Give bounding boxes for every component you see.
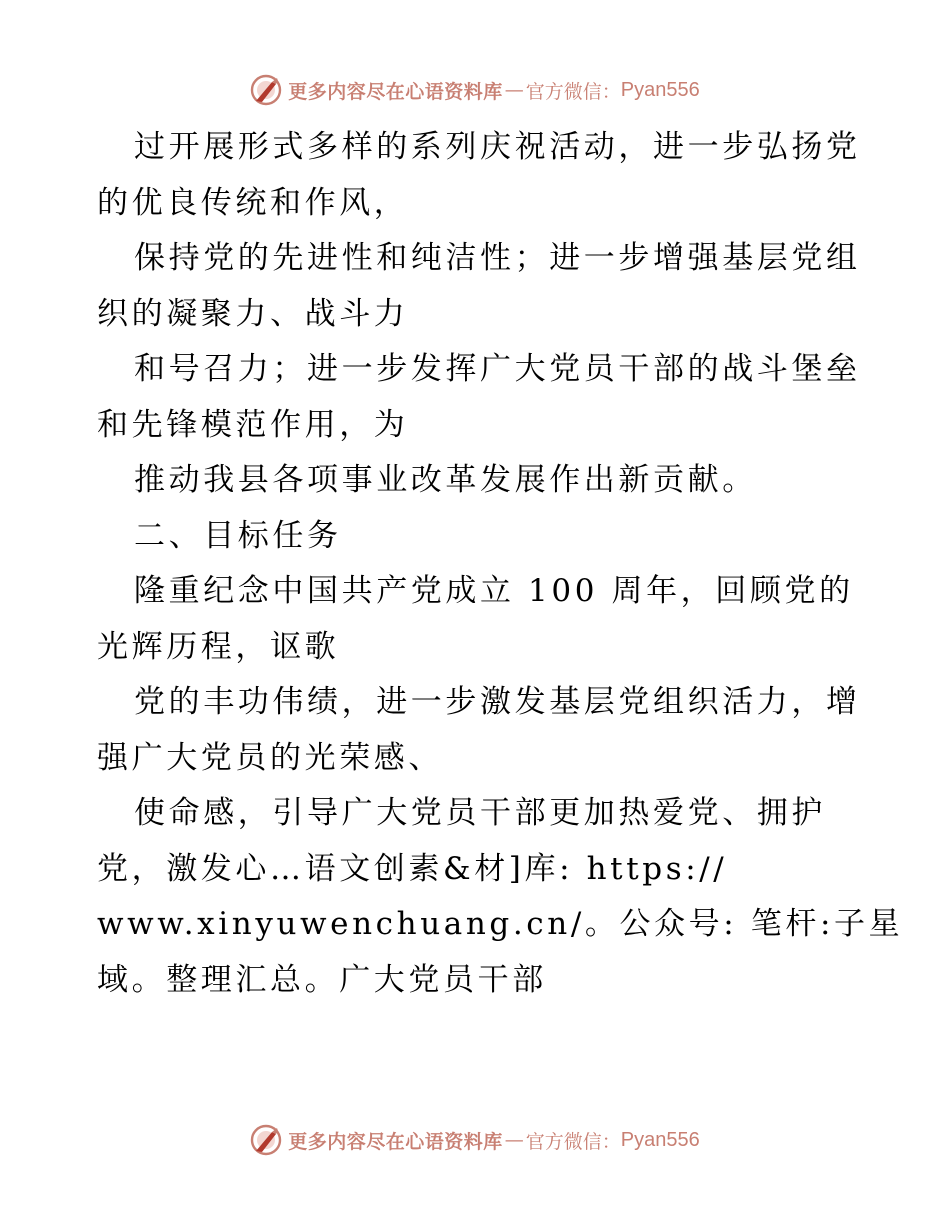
- section-heading: 二、目标任务: [134, 517, 342, 554]
- body-line: 党的丰功伟绩，进一步激发基层党组织活力，增: [134, 684, 861, 720]
- body-line: 强广大党员的光荣感、: [97, 739, 443, 776]
- body-line: 和号召力；进一步发挥广大党员干部的战斗堡垒: [134, 351, 861, 387]
- body-line: 党，激发心…语文创素&材]库: https://: [97, 850, 728, 887]
- footer-wechat-label: 官方微信：: [525, 1130, 621, 1153]
- body-line: 使命感，引导广大党员干部更加热爱党、拥护: [134, 795, 826, 831]
- footer-separator: —: [504, 1129, 524, 1151]
- header-watermark: [0, 70, 950, 110]
- body-line: www.xinyuwenchuang.cn/。公众号: 笔杆:子星: [97, 906, 904, 942]
- footer-wechat-id: Pyan556: [620, 1128, 700, 1151]
- body-line: 和先锋模范作用，为: [97, 406, 409, 443]
- header-wechat-id: Pyan556: [620, 78, 700, 101]
- footer-brand-text: 更多内容尽在心语资料库: [288, 1130, 503, 1153]
- body-text: [97, 120, 904, 1008]
- quill-logo-icon: [250, 74, 282, 106]
- footer-watermark: [0, 1120, 950, 1160]
- body-line: 的优良传统和作风，: [97, 184, 409, 221]
- body-line: 保持党的先进性和纯洁性；进一步增强基层党组: [134, 240, 861, 276]
- header-brand-text: 更多内容尽在心语资料库: [288, 80, 503, 103]
- header-separator: —: [504, 79, 524, 101]
- body-line: 域。整理汇总。广大党员干部: [97, 961, 547, 998]
- body-line: 隆重纪念中国共产党成立 100 周年，回顾党的: [134, 573, 854, 609]
- body-line: 光辉历程，讴歌: [97, 628, 340, 665]
- body-line: 织的凝聚力、战斗力: [97, 295, 409, 332]
- body-line: 推动我县各项事业改革发展作出新贡献。: [134, 462, 757, 498]
- body-line: 过开展形式多样的系列庆祝活动，进一步弘扬党: [134, 129, 861, 165]
- header-wechat-label: 官方微信：: [525, 80, 621, 103]
- quill-logo-icon: [250, 1124, 282, 1156]
